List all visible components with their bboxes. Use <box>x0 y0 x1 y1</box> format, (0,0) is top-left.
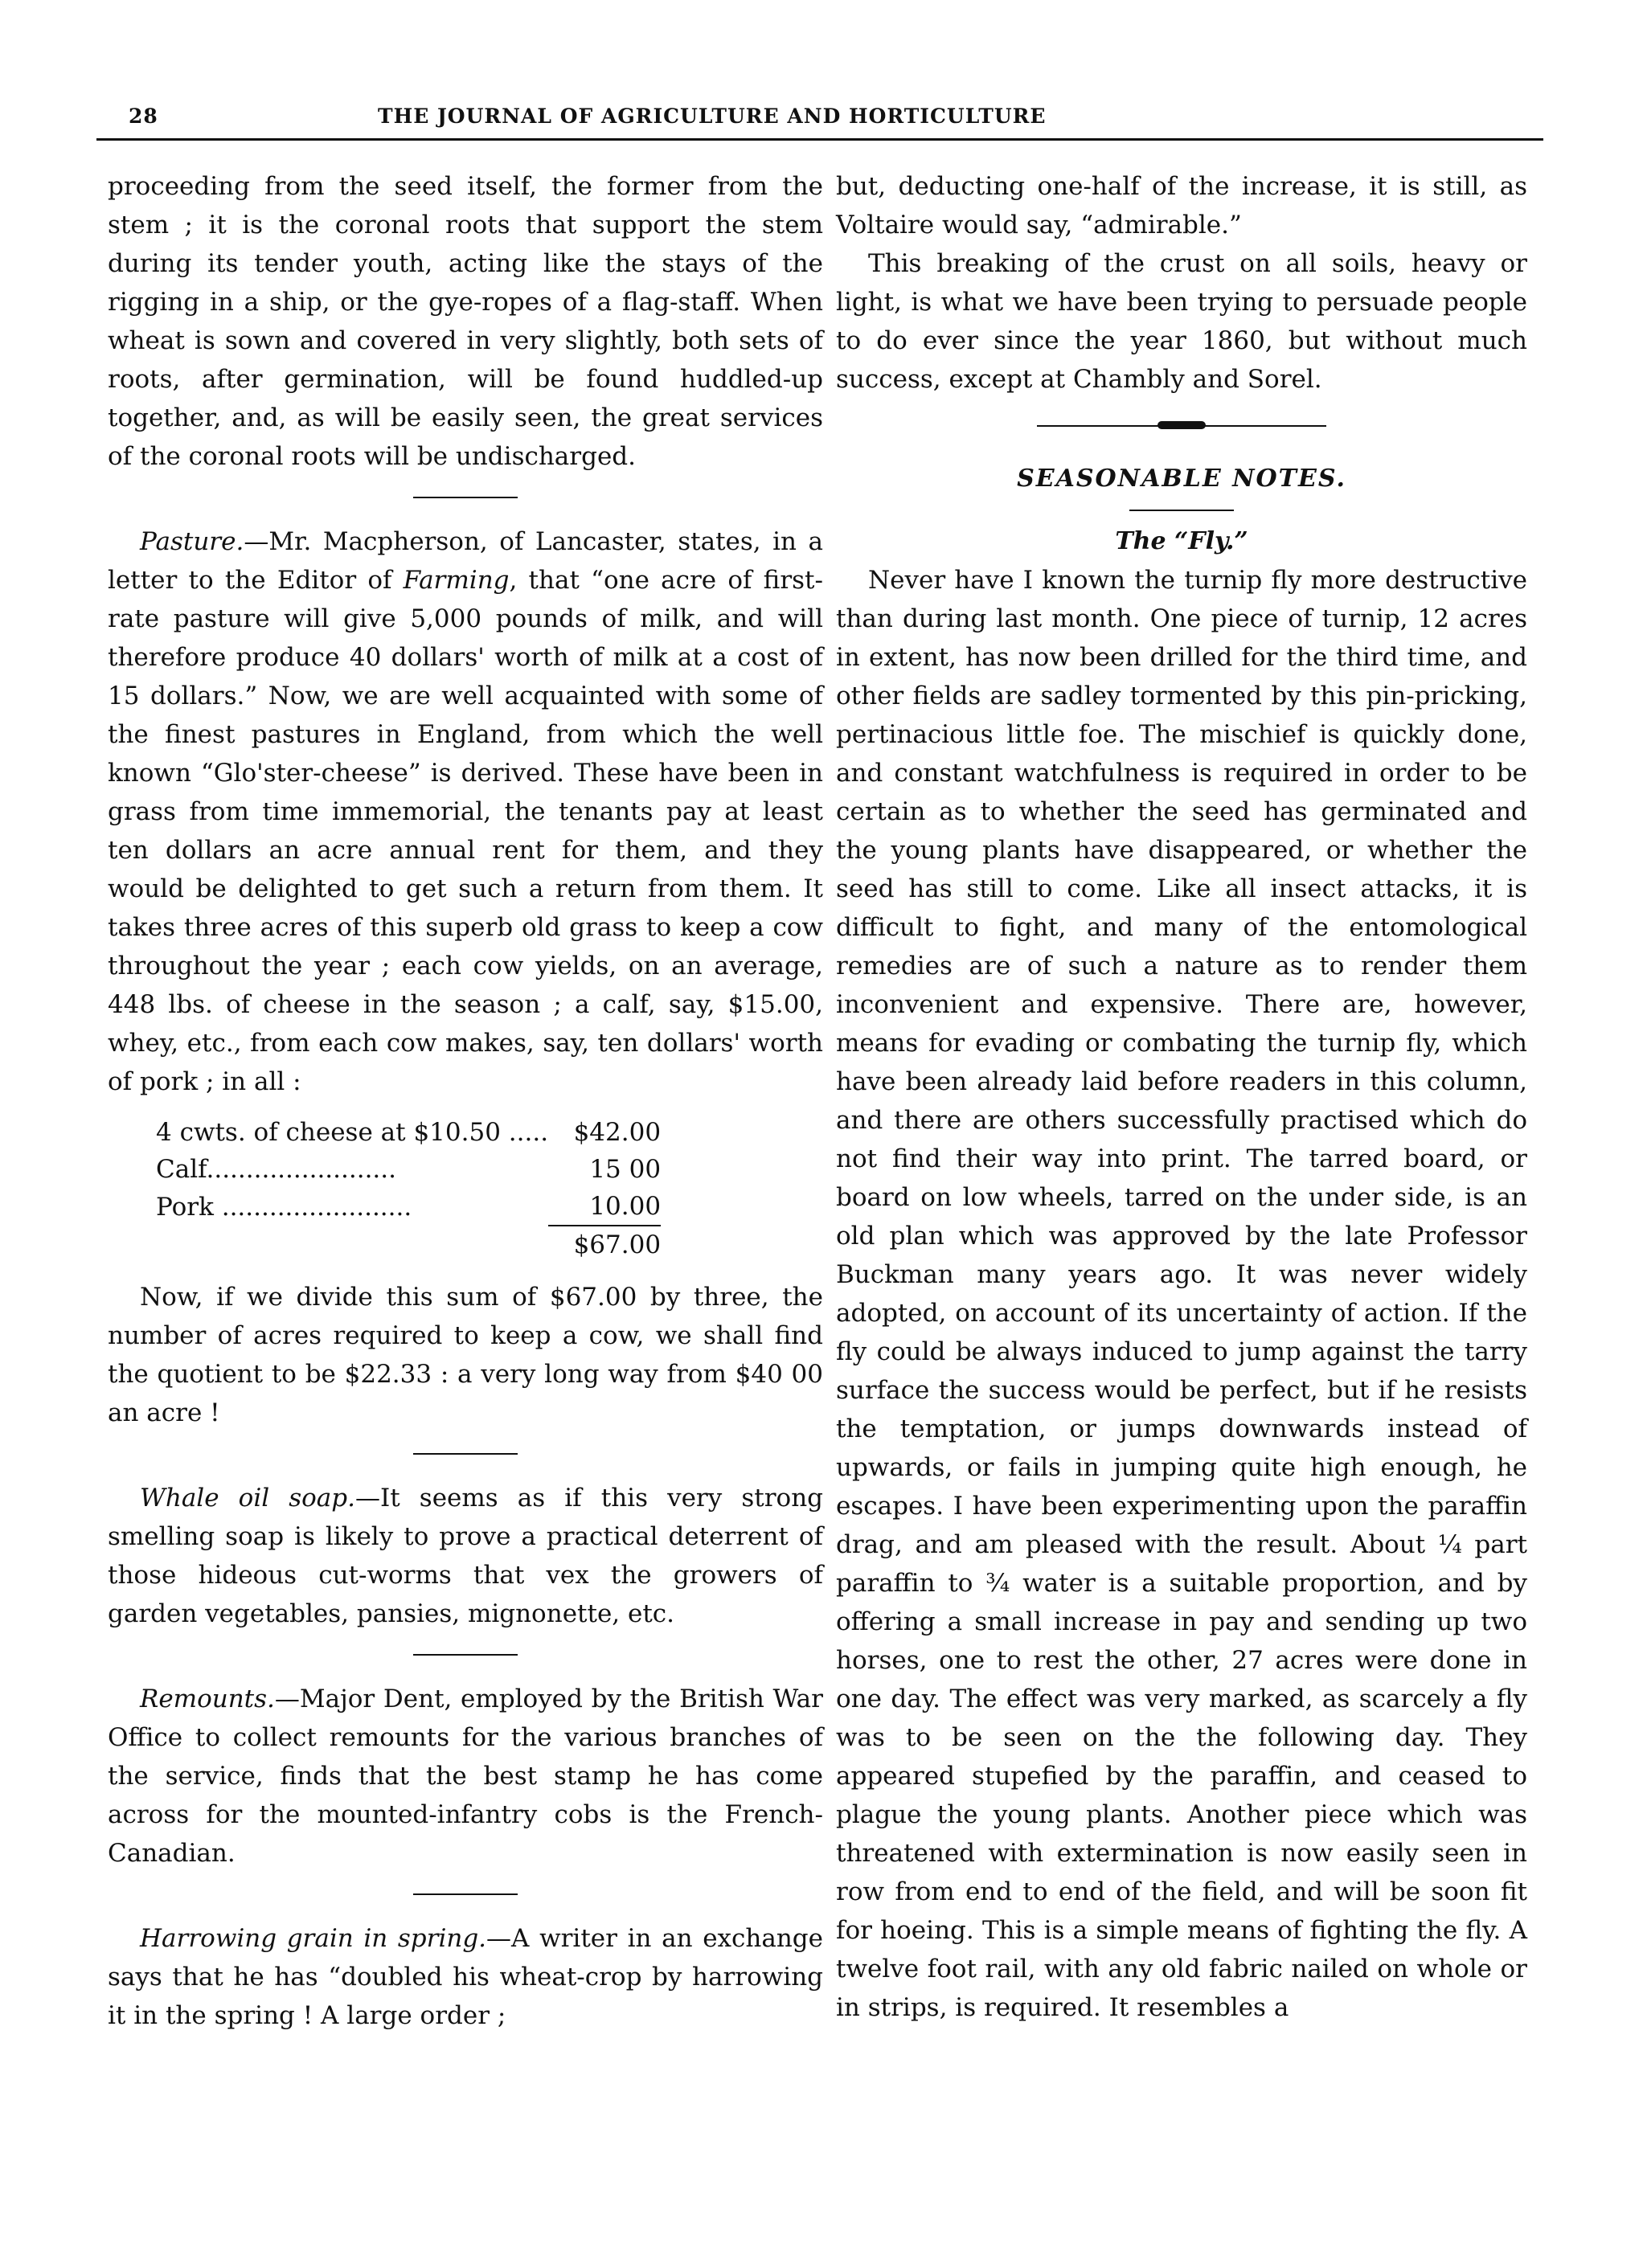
pasture-text-1: —Mr. Macpherson, of Lancaster, states, in a letter to the Editor of <box>108 527 823 595</box>
harrowing-heading: Harrowing grain in spring. <box>140 1924 487 1953</box>
account-total-row <box>156 1226 661 1263</box>
account-amount: 10.00 <box>589 1192 662 1221</box>
remounts-text: —Major Dent, employed by the British War Office to collect remounts for the various branches of the service, finds that the best stamp he has come across for the mounted-infantry cobs is the French-Canadian. <box>108 1685 823 1868</box>
paragraph-roots: proceeding from the seed itself, the former from the stem ; it is the coronal roots that support the stem during its tender youth, acting like the stays of the rigging in a ship, or the gye-ropes of a flag-staff. When wheat is sown and covered in very slightly, both sets of roots, after germination, will be found huddled-up together, and, as will be easily seen, the great services of the coronal roots will be undischarged. <box>108 172 823 471</box>
running-header <box>96 104 1543 141</box>
section-divider <box>413 1893 518 1895</box>
journal-title: THE JOURNAL OF AGRICULTURE AND HORTICULTURE <box>378 104 1047 128</box>
subsection-title: The “Fly.” <box>1115 527 1248 555</box>
paragraph-fly: Never have I known the turnip fly more destructive than during last month. One piece of turnip, 12 acres in extent, has now been drilled for the third time, and other fields are sadley tormented by this pin-pricking, pertinacious little foe. The mischief is quickly done, and constant watchfulness is required in order to be certain as to whether the seed has germinated and the young plants have disappeared, or whether the seed has still to come. Like all insect attacks, it is difficult to fight, and many of the entomological remedies are of such a nature as to render them inconvenient and expensive. There are, however, means for evading or combating the turnip fly, which have been already laid before readers in this column, and there are others successfully practised which do not find their way into print. The tarred board, or board on low wheels, tarred on the under side, is an old plan which was approved by the late Professor Buckman many years ago. It was never widely adopted, on account of its uncertainty of action. If the fly could be always induced to jump against the tarry surface the success would be perfect, but if he resists the temptation, or jumps downwards instead of upwards, or fails in jumping quite high enough, he escapes. I have been experimenting upon the paraffin drag, and am pleased with the result. About ¼ part paraffin to ¾ water is a suitable proportion, and by offering a small increase in pay and sending up two horses, one to rest the other, 27 acres were done in one day. The effect was very marked, as scarcely a fly was to be seen on the the following day. They appeared stupefied by the paraffin, and ceased to plague the young plants. Another piece which was threatened with extermination is now easily seen in row from end to end of the field, and will be soon fit for hoeing. This is a simple means of fighting the fly. A twelve foot rail, with any old fabric nailed on whole or in strips, is required. It resembles a <box>836 566 1527 2022</box>
section-divider <box>1129 510 1234 511</box>
pasture-source: Farming <box>403 566 510 595</box>
account-amount: $42.00 <box>573 1118 662 1147</box>
journal-page <box>96 104 1543 2242</box>
ornamental-divider <box>1037 423 1326 429</box>
paragraph-crust: This breaking of the crust on all soils, heavy or light, is what we have been trying to persuade people to do ever since the year 1860, but without much success, except at Chambly and Sorel. <box>836 249 1527 394</box>
paragraph-pasture <box>108 522 823 1101</box>
paragraph-remounts <box>108 1680 823 1873</box>
paragraph-continuation: but, deducting one-half of the increase, it is still, as Voltaire would say, “admirable.” <box>836 172 1527 239</box>
pasture-heading: Pasture. <box>140 527 244 556</box>
paragraph-whale-oil <box>108 1479 823 1633</box>
paragraph-harrowing <box>108 1919 823 2035</box>
right-column <box>836 167 1527 2027</box>
account-row <box>156 1188 661 1226</box>
ornament-icon <box>1157 421 1206 429</box>
section-title: SEASONABLE NOTES. <box>1017 465 1346 493</box>
account-label: 4 cwts. of cheese at $10.50 ..... <box>156 1118 549 1147</box>
account-table <box>156 1114 661 1263</box>
account-label: Calf........................ <box>156 1155 396 1184</box>
harrowing-text: —A writer in an exchange says that he has “doubled his wheat-crop by harrowing it in the spring ! A large order ; <box>108 1924 823 2030</box>
account-amount: 15 00 <box>589 1155 662 1184</box>
page-number: 28 <box>129 104 158 128</box>
section-divider <box>413 1654 518 1656</box>
whale-text: —It seems as if this very strong smelling soap is likely to prove a practical deterrent of those hideous cut-worms that vex the growers of garden vegetables, pansies, mignonette, etc. <box>108 1484 823 1628</box>
account-row <box>156 1151 661 1188</box>
paragraph-divide: Now, if we divide this sum of $67.00 by three, the number of acres required to keep a cow, we shall find the quotient to be $22.33 : a very long way from $40 00 an acre ! <box>108 1283 823 1427</box>
account-row <box>156 1114 661 1151</box>
section-divider <box>413 1453 518 1455</box>
remounts-heading: Remounts. <box>140 1685 275 1713</box>
account-total: $67.00 <box>548 1226 661 1263</box>
pasture-text-2: , that “one acre of first-rate pasture will give 5,000 pounds of milk, and will therefore produce 40 dollars' worth of milk at a cost of 15 dollars.” Now, we are well acquainted with some of the finest pastures in England, from which the well known “Glo'ster-cheese” is derived. These have been in grass from time immemorial, the tenants pay at least ten dollars an acre annual rent for them, and they would be delighted to get such a return from them. It takes three acres of this superb old grass to keep a cow throughout the year ; each cow yields, on an average, 448 lbs. of cheese in the season ; a calf, say, $15.00, whey, etc., from each cow makes, say, ten dollars' worth of pork ; in all : <box>108 566 823 1096</box>
section-divider <box>413 497 518 498</box>
whale-heading: Whale oil soap. <box>140 1484 355 1513</box>
account-label: Pork ........................ <box>156 1192 412 1222</box>
left-column <box>108 167 823 2035</box>
